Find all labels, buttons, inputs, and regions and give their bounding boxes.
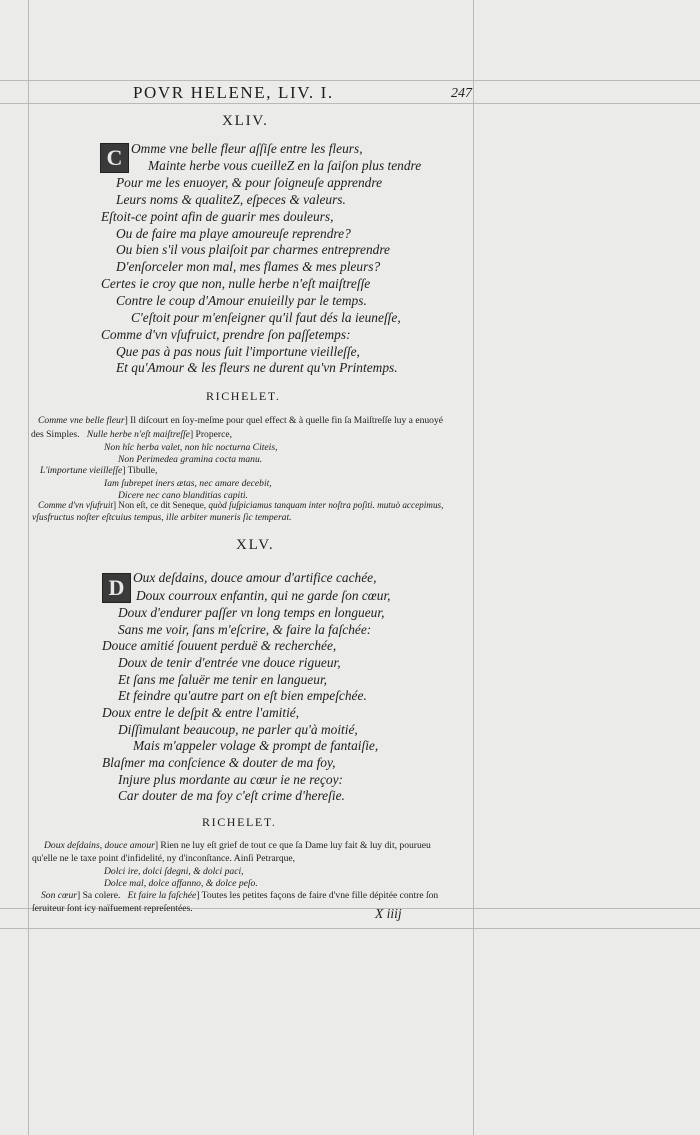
verse-line: Que pas à pas nous ſuit l'importune vieilleſſe, (116, 344, 360, 359)
drop-cap: C (100, 143, 129, 173)
verse-line: Et feindre qu'autre part on eſt bien empeſchée. (118, 688, 367, 703)
verse-line: Oux deſdains, douce amour d'artifice cachée, (133, 570, 377, 585)
verse-line: Blaſmer ma conſcience & douter de ma foy, (102, 755, 336, 770)
verse-line: Comme d'vn vſufruict, prendre ſon paſſetemps: (101, 327, 351, 342)
lemma: Comme vne belle fleur (38, 415, 125, 426)
verse-line: Diſſimulant beaucoup, ne parler qu'à moitié, (118, 722, 358, 737)
sonnet-number: XLIV. (222, 113, 269, 129)
latin-quote: Dolce mal, dolce affanno, & dolce peſo. (104, 878, 258, 889)
verse-line: Et qu'Amour & les fleurs ne durent qu'vn Printemps. (116, 360, 398, 375)
latin-quote: Dolci ire, dolci ſdegni, & dolci paci, (104, 866, 244, 877)
verse-line: Contre le coup d'Amour enuieilly par le temps. (116, 293, 367, 308)
commentary-line: Son cœur] Sa colere. Et faire la faſchée] Toutes les petites façons de faire d'vne fille dépitée contre ſon (41, 890, 439, 901)
sonnet-number: XLV. (236, 537, 275, 553)
verse-line: Car douter de ma foy c'eſt crime d'hereſie. (118, 788, 345, 803)
commentary-line: des Simples. Nulle herbe n'eſt maiſtreſſe] Properce, (31, 429, 233, 440)
verse-line: Doux d'endurer paſſer vn long temps en longueur, (118, 605, 385, 620)
latin-quote: Non Perimedea gramina cocta manu. (118, 454, 263, 465)
lemma: Comme d'vn vſufruit (38, 500, 113, 510)
verse-line: D'enſorceler mon mal, mes flames & mes pleurs? (116, 259, 381, 274)
catchword: X iiij (375, 906, 402, 921)
verse-line: Doux de tenir d'entrée vne douce rigueur, (118, 655, 341, 670)
drop-cap: D (102, 573, 131, 603)
commentary-line: qu'elle ne le taxe point d'infidelité, ny d'inconſtance. Ainſi Petrarque, (32, 853, 296, 864)
commentary-line: Comme vne belle fleur] Il diſcourt en ſoy-meſme pour quel effect & à quelle fin ſa Maiſtreſſe luy a enuoyé (38, 415, 444, 426)
commentary-line: Comme d'vn vſufruit] Non eſt, ce dit Seneque, quòd ſuſpiciamus tanquam inter noſtra poſiti. mutuò accepimus, (38, 500, 444, 510)
verse-line: Certes ie croy que non, nulle herbe n'eſt maiſtreſſe (101, 276, 371, 291)
verse-line: Mainte herbe vous cueilleZ en la ſaiſon plus tendre (148, 158, 422, 173)
verse-line: Injure plus mordante au cœur ie ne reçoy: (118, 772, 343, 787)
verse-line: Ou de faire ma playe amoureuſe reprendre? (116, 226, 351, 241)
lemma: Doux deſdains, douce amour (44, 840, 155, 851)
commentary-line: Doux deſdains, douce amour] Rien ne luy eſt grief de tout ce que ſa Dame luy fait & luy dit, pourueu (44, 840, 431, 851)
commentary-line: L'importune vieilleſſe] Tibulle, (40, 465, 158, 476)
latin-quote: Non hîc herba valet, non hîc nocturna Citeis, (104, 442, 278, 453)
latin-quote: Dicere nec cano blanditias capiti. (118, 490, 248, 501)
verse-line: Douce amitié ſouuent perduë & recherchée, (102, 638, 337, 653)
lemma: Et faire la faſchée (127, 890, 197, 901)
verse-line: Ou bien s'il vous plaiſoit par charmes entreprendre (116, 242, 390, 257)
verse-line: Doux entre le deſpit & entre l'amitié, (102, 705, 300, 720)
page-number: 247 (451, 86, 472, 101)
verse-line: Leurs noms & qualiteZ, eſpeces & valeurs. (116, 192, 346, 207)
latin-quote: Iam ſubrepet iners ætas, nec amare decebit, (104, 478, 272, 489)
verse-line: Mais m'appeler volage & prompt de fantaiſie, (133, 738, 379, 753)
latin-quote: vſusfructus noſter eſtcuius tempus, ille arbiter muneris ſic temperat. (32, 512, 292, 523)
verse-line: Et ſans me ſaluër me tenir en langueur, (118, 672, 328, 687)
verse-line: C'eſtoit pour m'enſeigner qu'il faut dés la ieuneſſe, (131, 310, 401, 325)
verse-line: Omme vne belle fleur aſſiſe entre les fleurs, (131, 141, 363, 156)
lemma: Nulle herbe n'eſt maiſtreſſe (86, 429, 190, 440)
lemma: L'importune vieilleſſe (40, 465, 123, 476)
commentary-heading: RICHELET. (206, 389, 281, 403)
running-title: POVR HELENE, LIV. I. (133, 83, 334, 102)
commentary-heading: RICHELET. (202, 815, 277, 829)
lemma: Son cœur (41, 890, 77, 901)
commentary-line: ſeruiteur ſont icy naïfuement repreſentées. (32, 903, 193, 914)
verse-line: Eſtoit-ce point afin de guarir mes douleurs, (101, 209, 334, 224)
verse-line: Doux courroux enfantin, qui ne garde ſon cœur, (136, 588, 391, 603)
verse-line: Sans me voir, ſans m'eſcrire, & faire la faſchée: (118, 622, 372, 637)
verse-line: Pour me les enuoyer, & pour ſoigneuſe apprendre (116, 175, 383, 190)
